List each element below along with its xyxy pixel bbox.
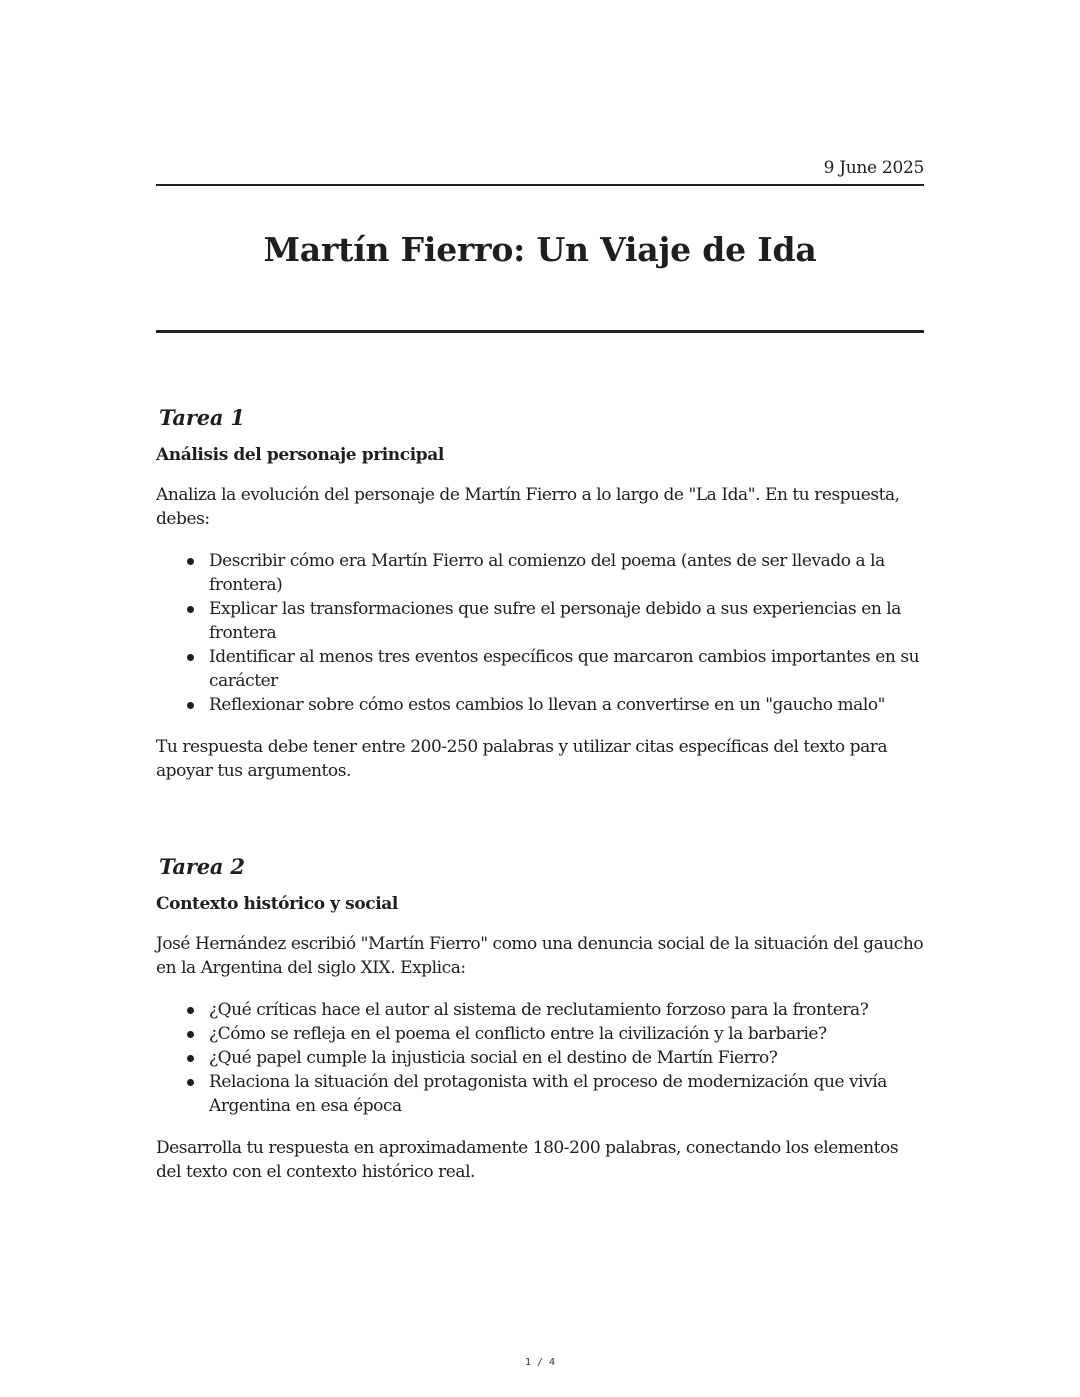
list-item: Identificar al menos tres eventos específicos que marcaron cambios importantes en su carácter <box>209 645 924 693</box>
list-item: ¿Cómo se refleja en el poema el conflicto entre la civilización y la barbarie? <box>209 1022 924 1046</box>
task-1-intro: Analiza la evolución del personaje de Martín Fierro a lo largo de "La Ida". En tu respuesta, debes: <box>156 485 900 529</box>
task-2-section <box>156 852 924 1202</box>
page-number: 1 / 4 <box>524 1357 556 1368</box>
list-item: Relaciona la situación del protagonista with el proceso de modernización que vivía Argentina en esa época <box>209 1070 924 1118</box>
list-item: ¿Qué críticas hace el autor al sistema de reclutamiento forzoso para la frontera? <box>209 998 924 1022</box>
task-1-section <box>156 403 924 801</box>
list-item: ¿Qué papel cumple la injusticia social en el destino de Martín Fierro? <box>209 1046 924 1070</box>
document-title: Martín Fierro: Un Viaje de Ida <box>263 230 817 269</box>
task-1-heading: Tarea 1 <box>159 405 245 430</box>
document-page <box>156 0 924 1397</box>
document-date: 9 June 2025 <box>823 158 924 178</box>
task-1-subheading: Análisis del personaje principal <box>156 445 444 465</box>
list-item: Reflexionar sobre cómo estos cambios lo llevan a convertirse en un "gaucho malo" <box>209 693 924 717</box>
task-2-closing: Desarrolla tu respuesta en aproximadamente 180-200 palabras, conectando los elementos del texto con el contexto histórico real. <box>156 1138 899 1182</box>
task-2-heading: Tarea 2 <box>159 854 245 879</box>
task-2-intro: José Hernández escribió "Martín Fierro" como una denuncia social de la situación del gaucho en la Argentina del siglo XIX. Explica: <box>156 934 924 978</box>
list-item: Describir cómo era Martín Fierro al comienzo del poema (antes de ser llevado a la frontera) <box>209 549 924 597</box>
task-1-closing: Tu respuesta debe tener entre 200-250 palabras y utilizar citas específicas del texto para apoyar tus argumentos. <box>156 737 888 781</box>
task-2-subheading: Contexto histórico y social <box>156 894 398 914</box>
task-2-bullet-list <box>156 998 924 1118</box>
list-item: Explicar las transformaciones que sufre el personaje debido a sus experiencias en la frontera <box>209 597 924 645</box>
header-rule-bottom <box>156 330 924 333</box>
header-rule-top <box>156 184 924 186</box>
task-1-bullet-list <box>156 549 924 717</box>
